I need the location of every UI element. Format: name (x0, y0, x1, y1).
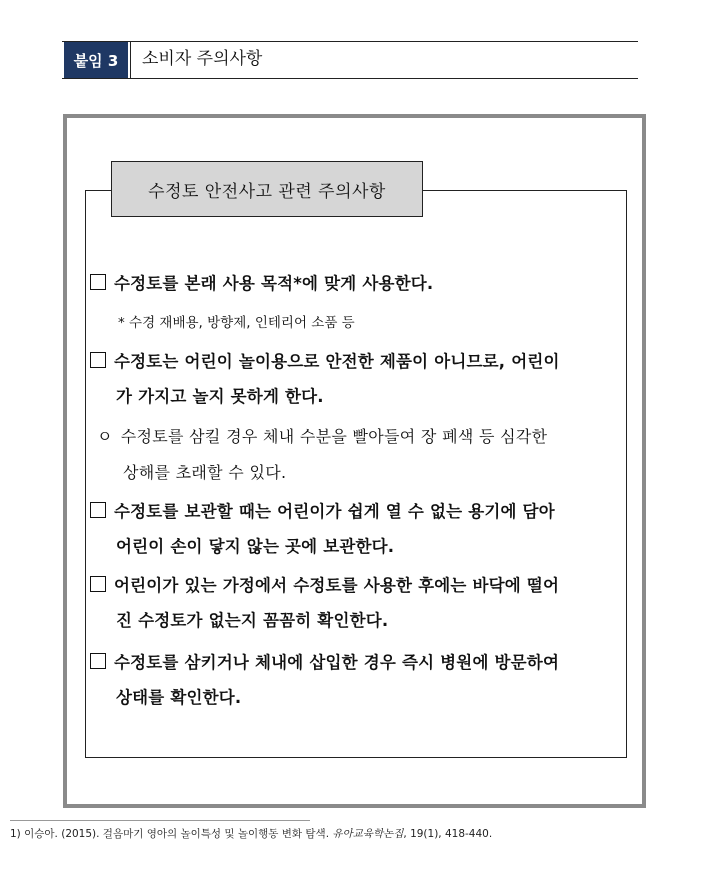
checkbox-icon (90, 352, 106, 368)
sub-item-line2: 상해를 초래할 수 있다. (123, 463, 287, 482)
checkbox-icon (90, 502, 106, 518)
caution-item-3-line2: 어린이 손이 닿지 않는 곳에 보관한다. (116, 537, 395, 556)
sub-item-line1: 수정토를 삼킬 경우 체내 수분을 빨아들여 장 폐색 등 심각한 (120, 427, 548, 446)
usage-note: * 수경 재배용, 방향제, 인테리어 소품 등 (118, 315, 355, 331)
box-title: 수정토 안전사고 관련 주의사항 (111, 161, 423, 217)
footnote-journal: 유아교육학논집 (332, 828, 404, 840)
header-separator (130, 42, 131, 78)
caution-item-2 (90, 344, 615, 414)
bullet-icon: ㅇ (97, 427, 113, 446)
caution-item-5-line2: 상태를 확인한다. (116, 688, 242, 707)
sub-item (97, 419, 617, 491)
caution-item-3-line1: 수정토를 보관할 때는 어린이가 쉽게 열 수 없는 용기에 담아 (114, 502, 555, 521)
page-title: 소비자 주의사항 (142, 49, 263, 69)
footnote-rule (10, 820, 310, 821)
caution-item-2-line1: 수정토는 어린이 놀이용으로 안전한 제품이 아니므로, 어린이 (114, 352, 560, 371)
attachment-badge: 붙임 3 (64, 42, 128, 78)
footnote (10, 826, 492, 841)
caution-item-4-line2: 진 수정토가 없는지 꼼꼼히 확인한다. (116, 611, 389, 630)
checkbox-icon (90, 576, 106, 592)
caution-item-1 (90, 266, 615, 301)
caution-item-2-line2: 가 가지고 놀지 못하게 한다. (116, 387, 324, 406)
caution-item-3 (90, 494, 615, 564)
caution-item-5 (90, 645, 615, 715)
checkbox-icon (90, 653, 106, 669)
checkbox-icon (90, 274, 106, 290)
caution-item-4-line1: 어린이가 있는 가정에서 수정토를 사용한 후에는 바닥에 떨어 (114, 576, 560, 595)
caution-item-5-line1: 수정토를 삼키거나 체내에 삽입한 경우 즉시 병원에 방문하여 (114, 653, 560, 672)
caution-item-1-text: 수정토를 본래 사용 목적*에 맞게 사용한다. (114, 274, 434, 293)
header-bottom-rule (62, 78, 638, 79)
footnote-text: 1) 이승아. (2015). 걸음마기 영아의 놀이특성 및 놀이행동 변화 탐색. (10, 828, 333, 840)
caution-item-4 (90, 568, 615, 638)
footnote-rest: , 19(1), 418-440. (403, 828, 493, 840)
header-top-rule (62, 41, 638, 42)
